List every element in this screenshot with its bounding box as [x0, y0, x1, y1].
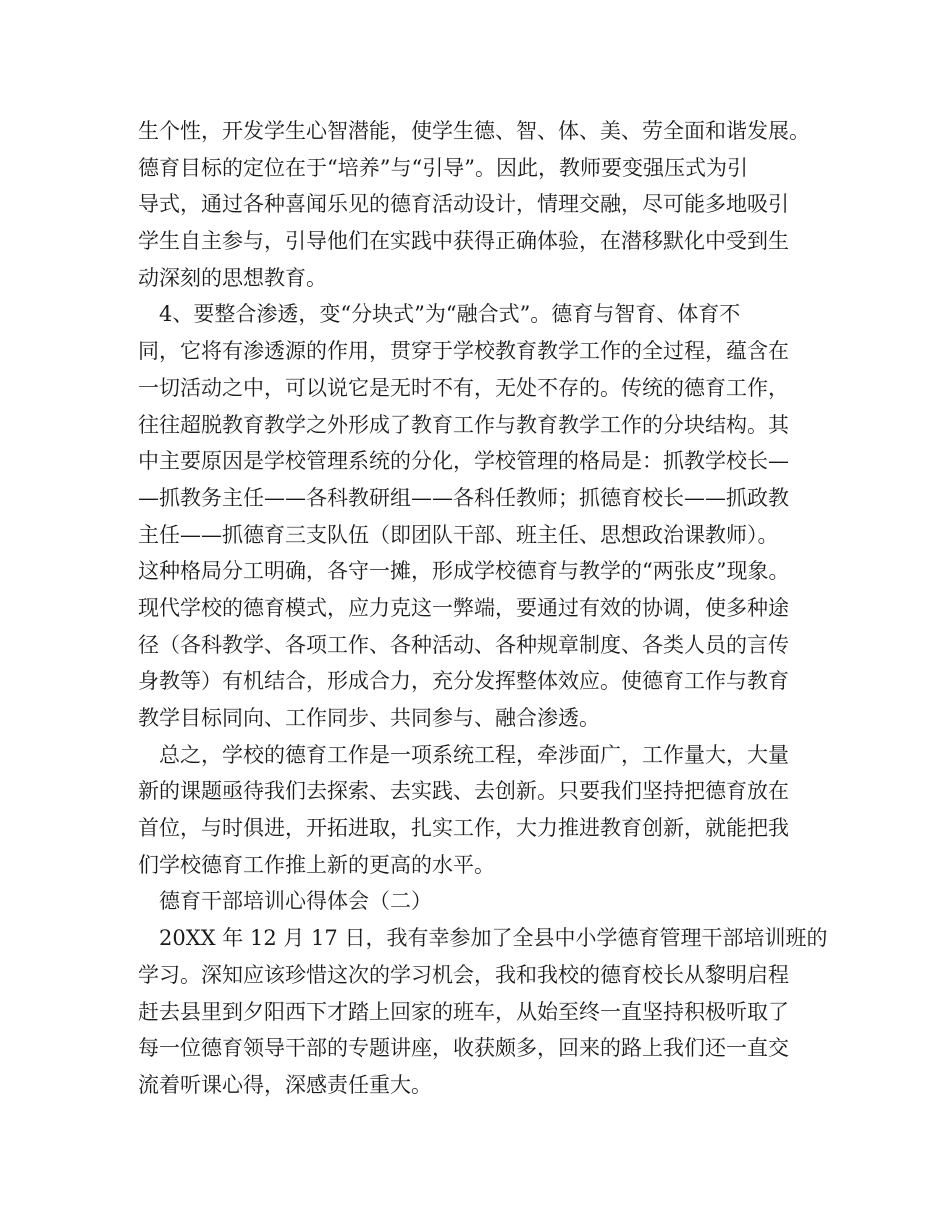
paragraph-first-line: 4、要整合渗透，变“分块式”为“融合式”。德育与智育、体育不 [159, 302, 741, 327]
text-line: 每一位德育领导干部的专题讲座，收获颇多，回来的路上我们还一直交 [138, 1036, 789, 1061]
text-line: 赶去县里到夕阳西下才踏上回家的班车，从始至终一直坚持积极听取了 [138, 999, 789, 1024]
text-line: 同，它将有渗透源的作用，贯穿于学校教育教学工作的全过程，蕴含在 [138, 339, 789, 364]
text-line: 动深刻的思想教育。 [138, 265, 327, 290]
paragraph-first-line: 20XX 年 12 月 17 日，我有幸参加了全县中小学德育管理干部培训班的 [159, 926, 828, 951]
text-line: 德育目标的定位在于“培养”与“引导”。因此，教师要变强压式为引 [138, 155, 748, 180]
text-line: 中主要原因是学校管理系统的分化，学校管理的格局是：抓教学校长— [138, 449, 789, 474]
text-line: 学生自主参与，引导他们在实践中获得正确体验，在潜移默化中受到生 [138, 229, 789, 254]
text-line: 主任——抓德育三支队伍（即团队干部、班主任、思想政治课教师）。 [138, 522, 779, 547]
text-line: —抓教务主任——各科教研组——各科任教师；抓德育校长——抓政教 [138, 485, 789, 510]
text-line: 现代学校的德育模式，应力克这一弊端，要通过有效的协调，使多种途 [138, 595, 789, 620]
text-line: 学习。深知应该珍惜这次的学习机会，我和我校的德育校长从黎明启程 [138, 962, 789, 987]
text-line: 径（各科教学、各项工作、各种活动、各种规章制度、各类人员的言传 [138, 632, 789, 657]
text-line: 往往超脱教育教学之外形成了教育工作与教育教学工作的分块结构。其 [138, 412, 789, 437]
paragraph-first-line: 总之，学校的德育工作是一项系统工程，牵涉面广，工作量大，大量 [159, 742, 789, 767]
text-line: 教学目标同向、工作同步、共同参与、融合渗透。 [138, 706, 600, 730]
text-line: 新的课题亟待我们去探索、去实践、去创新。只要我们坚持把德育放在 [138, 779, 789, 804]
text-line: 身教等）有机结合，形成合力，充分发挥整体效应。使德育工作与教育 [138, 669, 789, 694]
text-line: 流着听课心得，深感责任重大。 [138, 1072, 432, 1097]
text-line: 一切活动之中，可以说它是无时不有，无处不存的。传统的德育工作， [138, 375, 789, 400]
text-line: 生个性，开发学生心智潜能，使学生德、智、体、美、劳全面和谐发展。 [138, 119, 810, 143]
body-text [138, 113, 828, 1104]
text-line: 首位，与时俱进，开拓进取，扎实工作，大力推进教育创新，就能把我 [138, 816, 789, 841]
text-line: 这种格局分工明确，各守一摊，形成学校德育与教学的“两张皮”现象。 [138, 559, 790, 584]
text-line: 导式，通过各种喜闻乐见的德育活动设计，情理交融，尽可能多地吸引 [138, 192, 789, 217]
text-line: 们学校德育工作推上新的更高的水平。 [138, 852, 495, 877]
section-heading: 德育干部培训心得体会（二） [159, 889, 432, 914]
